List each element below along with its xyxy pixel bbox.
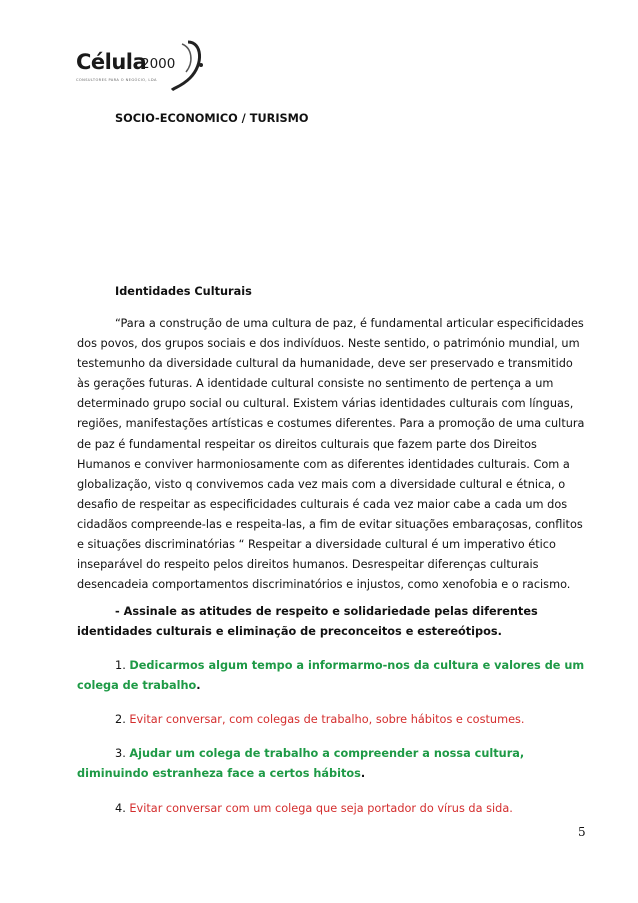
logo-word: Célula: [76, 50, 147, 74]
option-text: Ajudar um colega de trabalho a compreender a nossa cultura, diminuindo estranheza face a certos hábitos: [77, 747, 525, 781]
page-number: 5: [578, 825, 586, 839]
option-text: Evitar conversar, com colegas de trabalho, sobre hábitos e costumes.: [129, 713, 525, 726]
option-item-4: 4. Evitar conversar com um colega que seja portador do vírus da sida.: [115, 802, 513, 815]
logo-swirl-icon: [168, 38, 208, 94]
option-number: 1: [115, 659, 123, 672]
logo-tagline: CONSULTORES PARA O NEGÓCIO, LDA: [76, 78, 157, 82]
option-number: 2: [115, 713, 123, 726]
option-item-2: 2. Evitar conversar, com colegas de trabalho, sobre hábitos e costumes.: [115, 713, 525, 726]
section-title: SOCIO-ECONOMICO / TURISMO: [115, 112, 309, 125]
body-paragraph: “Para a construção de uma cultura de paz, é fundamental articular especificidades dos povos, dos grupos sociais e dos indivíduos. Neste sentido, o património mundial, um testemunho da diversidade cultural da humanidade, deve ser preservado e transmitido às gerações futuras. A identidade cultural consiste no sentimento de pertença a um determinado grupo social ou cultural. Existem várias identidades culturais com línguas, regiões, manifestações artísticas e costumes diferentes. Para a promoção de uma cultura de paz é fundamental respeitar os direitos culturais que fazem parte dos Direitos Humanos e conviver harmoniosamente com as diferentes identidades culturais. Com a globalização, visto q convivemos cada vez mais com a diversidade cultural e étnica, o desafio de respeitar as especificidades culturais é cada vez maior cabe a cada um dos cidadãos compreende-las e respeita-las, a fim de evitar situações embaraçosas, conflitos e situações discriminatórias “ Respeitar a diversidade cultural é um imperativo ético inseparável do respeito pelos direitos humanos. Desrespeitar diferenças culturais desencadeia comportamentos discriminatórios e injustos, como xenofobia e o racismo.: [77, 317, 585, 592]
instruction-text: - Assinale as atitudes de respeito e solidariedade pelas diferentes identidades culturais e eliminação de preconceitos e estereótipos.: [77, 605, 538, 639]
option-number: 3: [115, 747, 123, 760]
option-item-1: 1. Dedicarmos algum tempo a informarmo-nos da cultura e valores de um colega de trabalho.: [77, 659, 585, 693]
option-text: Dedicarmos algum tempo a informarmo-nos da cultura e valores de um colega de trabalho: [77, 659, 585, 693]
option-number: 4: [115, 802, 123, 815]
subtitle: Identidades Culturais: [115, 285, 252, 298]
option-text: Evitar conversar com um colega que seja portador do vírus da sida.: [129, 802, 513, 815]
company-logo: [76, 38, 206, 94]
option-item-3: 3. Ajudar um colega de trabalho a compreender a nossa cultura, diminuindo estranheza face a certos hábitos.: [77, 747, 525, 781]
logo-number: 2000: [141, 56, 176, 72]
